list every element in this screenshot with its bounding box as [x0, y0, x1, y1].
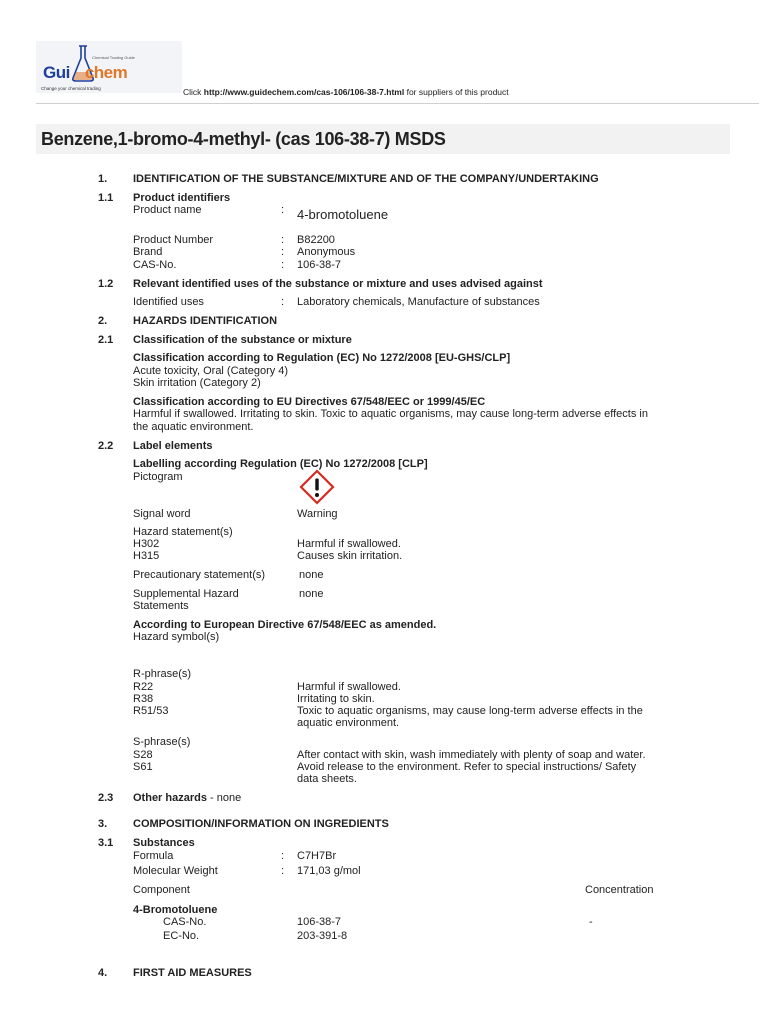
r5153-text-line-2: aquatic environment. [297, 717, 400, 729]
signal-word-label: Signal word [133, 508, 191, 520]
section-1-1-number: 1.1 [98, 192, 114, 204]
component-label: Component [133, 884, 190, 896]
product-number-label: Product Number [133, 234, 214, 246]
section-4-heading: FIRST AID MEASURES [133, 967, 252, 979]
concentration-label: Concentration [585, 884, 654, 896]
cas-label: CAS-No. [133, 259, 177, 271]
section-4-number: 4. [98, 967, 108, 979]
classification-heading: Classification of the substance or mixture [133, 334, 352, 346]
component-cas-label: CAS-No. [163, 916, 207, 928]
precautionary-value: none [299, 569, 324, 581]
r5153-text-line-1: Toxic to aquatic organisms, may cause long-term adverse effects in the [297, 705, 643, 717]
component-cas-value: 106-38-7 [297, 916, 342, 928]
logo-text-a: Gui [43, 63, 70, 82]
identified-uses-value: Laboratory chemicals, Manufacture of substances [297, 296, 540, 308]
section-1-number: 1. [98, 173, 108, 185]
s61-text-line-2: data sheets. [297, 773, 357, 785]
supplier-link[interactable]: http://www.guidechem.com/cas-106/106-38-7.html [203, 87, 405, 97]
brand-colon: : [281, 246, 285, 258]
r22-code: R22 [133, 681, 154, 693]
other-hazards-line [133, 792, 241, 805]
product-identifiers-heading: Product identifiers [133, 192, 231, 204]
eu-directive-heading: Classification according to EU Directives 67/548/EEC or 1999/45/EC [133, 396, 486, 408]
component-ec-label: EC-No. [163, 930, 200, 942]
directive-heading: According to European Directive 67/548/EEC as amended. [133, 619, 437, 631]
molecular-weight-colon: : [281, 865, 285, 877]
h315-code: H315 [133, 550, 160, 562]
product-name-value: 4-bromotoluene [297, 207, 389, 222]
header-divider [36, 103, 759, 104]
r38-text: Irritating to skin. [297, 693, 375, 705]
section-2-number: 2. [98, 315, 108, 327]
section-3-heading: COMPOSITION/INFORMATION ON INGREDIENTS [133, 818, 389, 830]
identified-uses-label: Identified uses [133, 296, 204, 308]
component-ec-value: 203-391-8 [297, 930, 348, 942]
s28-text: After contact with skin, wash immediately with plenty of soap and water. [297, 749, 646, 761]
section-2-1-number: 2.1 [98, 334, 114, 346]
supplemental-label-line-1: Supplemental Hazard [133, 588, 239, 600]
hazard-symbols-label: Hazard symbol(s) [133, 631, 220, 643]
logo-wordmark [43, 63, 127, 83]
other-hazards-value: - none [206, 792, 242, 804]
formula-colon: : [281, 850, 285, 862]
s-phrases-label: S-phrase(s) [133, 736, 191, 748]
uses-heading: Relevant identified uses of the substance or mixture and uses advised against [133, 278, 543, 290]
molecular-weight-label: Molecular Weight [133, 865, 218, 877]
click-prefix: Click [183, 87, 204, 97]
identified-uses-colon: : [281, 296, 285, 308]
section-2-3-number: 2.3 [98, 792, 114, 804]
h315-text: Causes skin irritation. [297, 550, 403, 562]
r38-code: R38 [133, 693, 154, 705]
section-1-heading: IDENTIFICATION OF THE SUBSTANCE/MIXTURE AND OF THE COMPANY/UNDERTAKING [133, 173, 599, 185]
ghs-exclamation-icon [299, 469, 335, 505]
r5153-code: R51/53 [133, 705, 169, 717]
r-phrases-label: R-phrase(s) [133, 668, 192, 680]
pictogram-label: Pictogram [133, 471, 183, 483]
other-hazards-label: Other hazards [133, 792, 207, 804]
clp-line-1: Acute toxicity, Oral (Category 4) [133, 365, 289, 377]
component-name: 4-Bromotoluene [133, 904, 218, 916]
clp-line-2: Skin irritation (Category 2) [133, 377, 261, 389]
label-elements-heading: Label elements [133, 440, 213, 452]
section-3-number: 3. [98, 818, 108, 830]
supplier-link-line [183, 87, 509, 97]
product-name-colon: : [281, 204, 285, 216]
section-1-2-number: 1.2 [98, 278, 114, 290]
product-name-label: Product name [133, 204, 202, 216]
h302-text: Harmful if swallowed. [297, 538, 401, 550]
s28-code: S28 [133, 749, 153, 761]
eu-directive-line-2: the aquatic environment. [133, 421, 254, 433]
formula-value: C7H7Br [297, 850, 337, 862]
click-suffix: for suppliers of this product [404, 87, 509, 97]
s61-text-line-1: Avoid release to the environment. Refer to special instructions/ Safety [297, 761, 637, 773]
molecular-weight-value: 171,03 g/mol [297, 865, 361, 877]
clp-heading: Classification according to Regulation (EC) No 1272/2008 [EU-GHS/CLP] [133, 352, 511, 364]
hazard-statements-label: Hazard statement(s) [133, 526, 233, 538]
labelling-heading: Labelling according Regulation (EC) No 1272/2008 [CLP] [133, 458, 428, 470]
logo-tagline: Change your chemical trading [41, 86, 101, 91]
cas-value: 106-38-7 [297, 259, 342, 271]
eu-directive-line-1: Harmful if swallowed. Irritating to skin. Toxic to aquatic organisms, may cause long-term adverse effects in [133, 408, 648, 420]
logo-subtitle: Chemical Trading Guide [92, 55, 135, 60]
logo-text-b: chem [84, 63, 128, 82]
h302-code: H302 [133, 538, 160, 550]
brand-value: Anonymous [297, 246, 356, 258]
product-number-colon: : [281, 234, 285, 246]
section-2-2-number: 2.2 [98, 440, 114, 452]
section-2-heading: HAZARDS IDENTIFICATION [133, 315, 278, 327]
formula-label: Formula [133, 850, 174, 862]
signal-word-value: Warning [297, 508, 338, 520]
supplemental-value: none [299, 588, 324, 600]
page-title: Benzene,1-bromo-4-methyl- (cas 106-38-7) MSDS [41, 129, 446, 149]
cas-colon: : [281, 259, 285, 271]
section-3-1-number: 3.1 [98, 837, 114, 849]
supplemental-label-line-2: Statements [133, 600, 189, 612]
r22-text: Harmful if swallowed. [297, 681, 401, 693]
precautionary-label: Precautionary statement(s) [133, 569, 266, 581]
substances-heading: Substances [133, 837, 195, 849]
component-concentration-value: - [589, 916, 593, 928]
s61-code: S61 [133, 761, 153, 773]
brand-label: Brand [133, 246, 163, 258]
product-number-value: B82200 [297, 234, 335, 246]
